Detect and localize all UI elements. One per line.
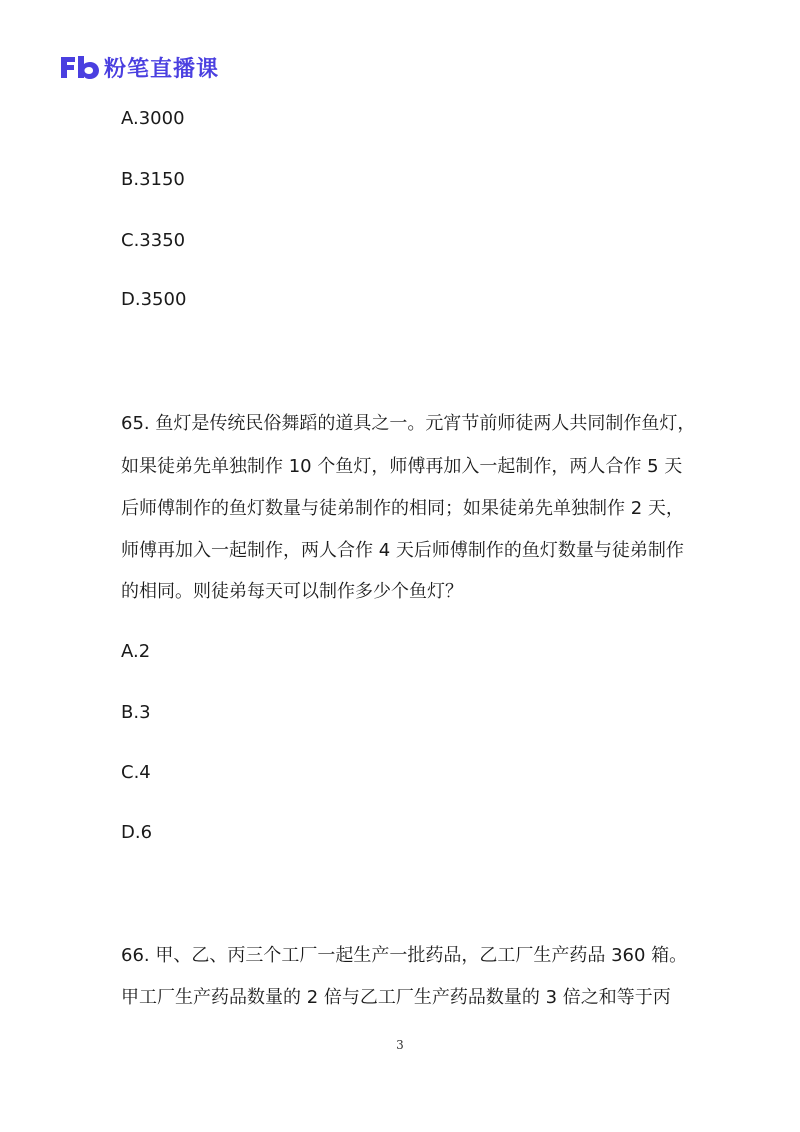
q65-option-c: C.4 — [121, 762, 151, 783]
q64-option-a: A.3000 — [121, 108, 185, 129]
q64-option-b: B.3150 — [121, 169, 185, 190]
page-number: 3 — [396, 1038, 404, 1052]
q65-option-b: B.3 — [121, 702, 151, 723]
q64-option-d: D.3500 — [121, 289, 187, 310]
q65-line-4: 师傅再加入一起制作，两人合作 4 天后师傅制作的鱼灯数量与徒弟制作 — [121, 540, 684, 561]
q65-line-2: 如果徒弟先单独制作 10 个鱼灯，师傅再加入一起制作，两人合作 5 天 — [121, 456, 683, 477]
q65-line-3: 后师傅制作的鱼灯数量与徒弟制作的相同；如果徒弟先单独制作 2 天， — [121, 498, 684, 519]
q65-line-5: 的相同。则徒弟每天可以制作多少个鱼灯？ — [121, 581, 463, 602]
q65-option-a: A.2 — [121, 641, 151, 662]
brand-title: 粉笔直播课 — [104, 56, 220, 82]
q64-option-c: C.3350 — [121, 230, 186, 251]
q65-option-d: D.6 — [121, 822, 153, 843]
q65-line-1: 65. 鱼灯是传统民俗舞蹈的道具之一。元宵节前师徒两人共同制作鱼灯， — [121, 413, 696, 434]
fb-logo-icon — [58, 53, 102, 81]
q66-line-1: 66. 甲、乙、丙三个工厂一起生产一批药品，乙工厂生产药品 360 箱。 — [121, 945, 688, 966]
q66-line-2: 甲工厂生产药品数量的 2 倍与乙工厂生产药品数量的 3 倍之和等于丙 — [121, 987, 671, 1008]
header — [58, 52, 219, 82]
